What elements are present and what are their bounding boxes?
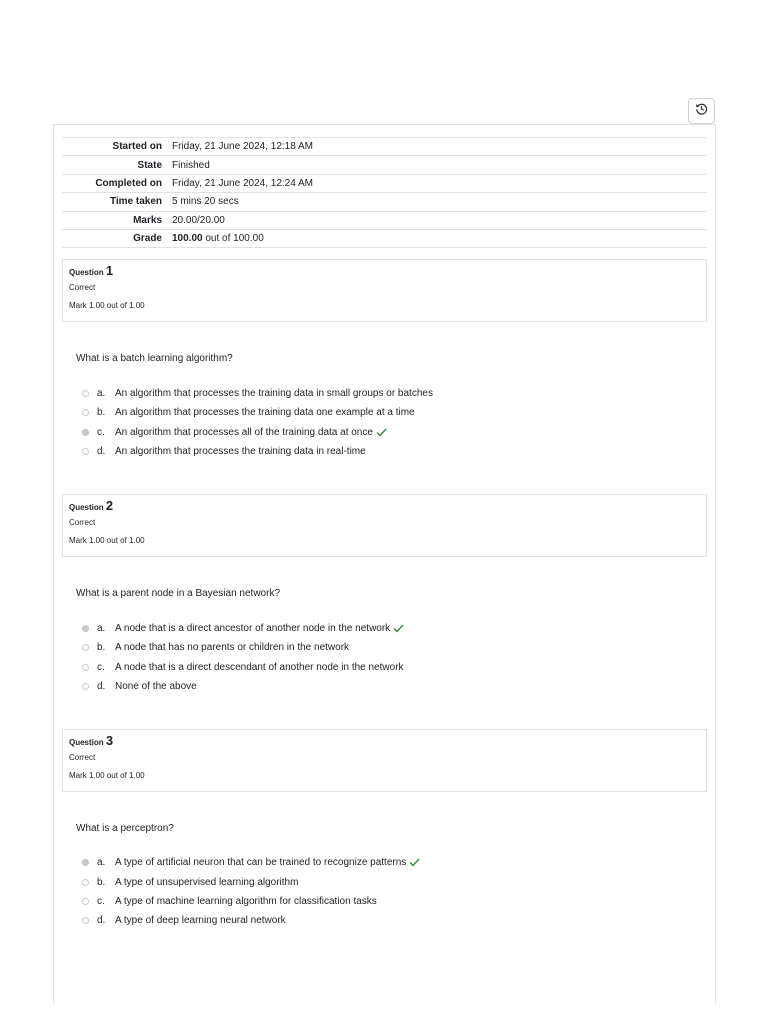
answer-letter: a.	[97, 623, 106, 634]
question-info-1	[62, 259, 707, 322]
radio-button[interactable]	[82, 390, 89, 397]
question-mark: Mark 1.00 out of 1.00	[69, 771, 145, 780]
grade-out-of: out of 100.00	[202, 233, 264, 245]
summary-value: 5 mins 20 secs	[172, 196, 239, 208]
question-text: What is a batch learning algorithm?	[76, 353, 233, 364]
question-mark: Mark 1.00 out of 1.00	[69, 536, 145, 545]
summary-label: State	[137, 159, 162, 171]
answer-option[interactable]	[82, 680, 197, 693]
answer-option[interactable]	[82, 876, 298, 889]
answer-letter: c.	[97, 427, 105, 438]
summary-label: Started on	[112, 141, 162, 153]
summary-value: Friday, 21 June 2024, 12:18 AM	[172, 141, 314, 153]
answer-letter: c.	[97, 896, 105, 907]
summary-label: Completed on	[95, 177, 162, 189]
answer-option[interactable]	[82, 661, 404, 674]
question-info-3	[62, 729, 707, 792]
checkmark-icon	[393, 624, 404, 633]
radio-button[interactable]	[82, 898, 89, 905]
attempt-summary-table	[62, 137, 707, 248]
radio-button[interactable]	[82, 879, 89, 886]
answer-option[interactable]	[82, 387, 433, 400]
answer-option[interactable]	[82, 641, 349, 654]
answer-text: An algorithm that processes the training data in real-time	[115, 446, 366, 457]
answer-text: A type of artificial neuron that can be trained to recognize patterns	[115, 857, 407, 868]
summary-label: Marks	[133, 214, 162, 226]
checkmark-icon	[409, 858, 420, 867]
question-mark: Mark 1.00 out of 1.00	[69, 301, 145, 310]
answer-option[interactable]	[82, 445, 366, 458]
summary-label: Time taken	[109, 196, 162, 208]
summary-row-marks	[62, 211, 707, 229]
question-number: Question 2	[69, 498, 114, 513]
answer-letter: c.	[97, 662, 105, 673]
answer-text: A type of unsupervised learning algorithm	[115, 877, 299, 888]
answer-text: A node that is a direct ancestor of another node in the network	[115, 623, 391, 634]
answer-letter: a.	[97, 857, 106, 868]
answer-text: An algorithm that processes the training data in small groups or batches	[115, 388, 433, 399]
answer-text: A type of machine learning algorithm for classification tasks	[115, 896, 377, 907]
summary-value: Friday, 21 June 2024, 12:24 AM	[172, 177, 314, 189]
radio-button-checked[interactable]	[82, 625, 89, 632]
summary-row-state	[62, 156, 707, 174]
question-number: Question 3	[69, 733, 114, 748]
summary-value: 20.00/20.00	[172, 214, 225, 226]
grade-value: 100.00	[172, 233, 203, 245]
answer-option-selected[interactable]	[82, 426, 387, 439]
summary-label: Grade	[133, 233, 162, 245]
answer-option-selected[interactable]	[82, 622, 404, 635]
radio-button[interactable]	[82, 409, 89, 416]
summary-row-time-taken	[62, 193, 707, 211]
question-state: Correct	[69, 753, 96, 762]
summary-row-grade	[62, 229, 707, 247]
history-icon	[695, 102, 708, 120]
answer-letter: a.	[97, 388, 106, 399]
question-number: Question 1	[69, 263, 114, 278]
answer-text: A type of deep learning neural network	[115, 915, 286, 926]
radio-button-checked[interactable]	[82, 859, 89, 866]
question-text: What is a perceptron?	[76, 823, 174, 834]
question-info-2	[62, 494, 707, 557]
answer-option[interactable]	[82, 895, 377, 908]
radio-button[interactable]	[82, 683, 89, 690]
answer-letter: d.	[97, 915, 106, 926]
answer-letter: b.	[97, 877, 106, 888]
question-number-value: 2	[105, 498, 114, 513]
answer-text: A node that has no parents or children in the network	[115, 642, 350, 653]
answer-letter: b.	[97, 642, 106, 653]
radio-button-checked[interactable]	[82, 429, 89, 436]
question-number-value: 1	[105, 263, 114, 278]
quiz-review-container	[53, 124, 716, 1004]
answer-letter: d.	[97, 446, 106, 457]
summary-value: Finished	[172, 159, 210, 171]
radio-button[interactable]	[82, 644, 89, 651]
question-text: What is a parent node in a Bayesian network?	[76, 588, 281, 599]
question-state: Correct	[69, 518, 96, 527]
history-button[interactable]	[688, 98, 715, 124]
checkmark-icon	[376, 428, 387, 437]
question-state: Correct	[69, 283, 96, 292]
answer-letter: b.	[97, 407, 106, 418]
answer-text: An algorithm that processes the training data one example at a time	[115, 407, 415, 418]
answer-text: None of the above	[115, 681, 197, 692]
summary-value	[167, 229, 707, 247]
radio-button[interactable]	[82, 664, 89, 671]
radio-button[interactable]	[82, 917, 89, 924]
summary-row-started	[62, 138, 707, 156]
answer-option[interactable]	[82, 406, 415, 419]
answer-option-selected[interactable]	[82, 856, 420, 869]
answer-text: A node that is a direct descendant of another node in the network	[115, 662, 404, 673]
answer-option[interactable]	[82, 914, 286, 927]
answer-text: An algorithm that processes all of the training data at once	[115, 427, 373, 438]
answer-letter: d.	[97, 681, 106, 692]
summary-row-completed	[62, 174, 707, 192]
radio-button[interactable]	[82, 448, 89, 455]
question-number-value: 3	[105, 733, 114, 748]
